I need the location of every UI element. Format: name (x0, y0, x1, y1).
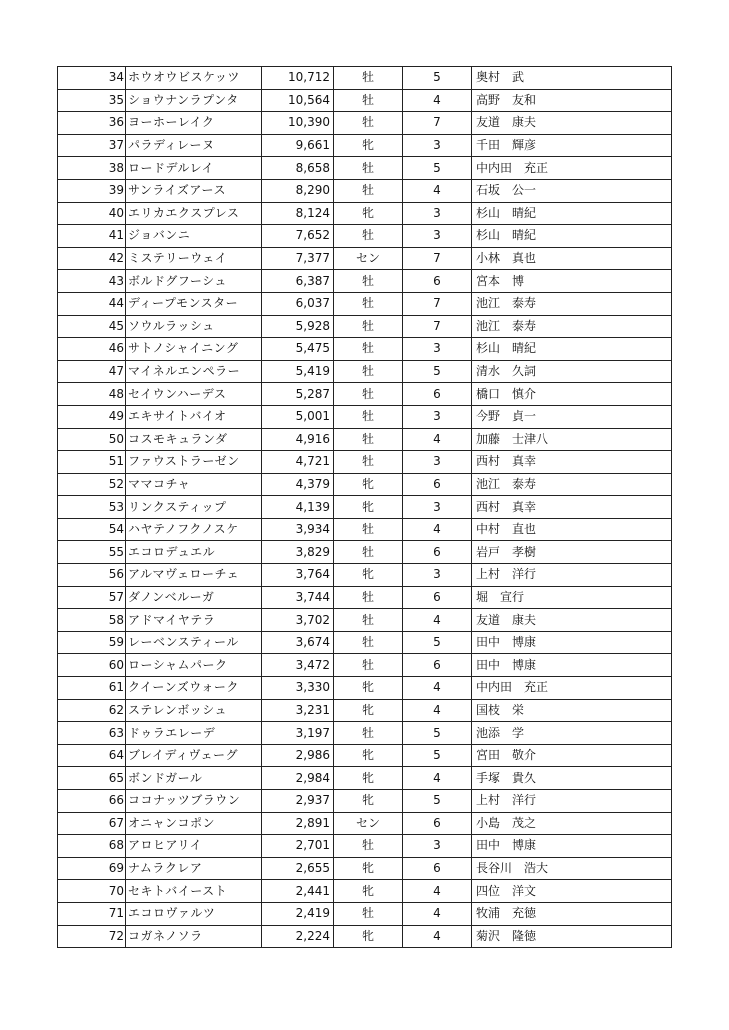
row-number: 44 (58, 292, 126, 315)
table-row (58, 812, 672, 835)
row-number: 57 (58, 586, 126, 609)
row-number: 61 (58, 677, 126, 700)
age-cell: 4 (403, 89, 472, 112)
table-row (58, 134, 672, 157)
age-cell: 5 (403, 744, 472, 767)
age-cell: 7 (403, 112, 472, 135)
table-row (58, 473, 672, 496)
sex-cell: 牡 (334, 586, 403, 609)
row-number: 43 (58, 270, 126, 293)
trainer-name: 杉山 晴紀 (472, 338, 672, 361)
earnings-value: 2,984 (262, 767, 334, 790)
row-number: 71 (58, 902, 126, 925)
age-cell: 5 (403, 631, 472, 654)
horse-name: アドマイヤテラ (126, 609, 262, 632)
age-cell: 4 (403, 609, 472, 632)
row-number: 68 (58, 835, 126, 858)
row-number: 70 (58, 880, 126, 903)
horse-name: ナムラクレア (126, 857, 262, 880)
earnings-value: 2,891 (262, 812, 334, 835)
trainer-name: 千田 輝彦 (472, 134, 672, 157)
horse-name: エコロデュエル (126, 541, 262, 564)
trainer-name: 中内田 充正 (472, 157, 672, 180)
age-cell: 7 (403, 247, 472, 270)
age-cell: 3 (403, 338, 472, 361)
age-cell: 7 (403, 315, 472, 338)
age-cell: 6 (403, 383, 472, 406)
age-cell: 7 (403, 292, 472, 315)
trainer-name: 四位 洋文 (472, 880, 672, 903)
row-number: 52 (58, 473, 126, 496)
age-cell: 5 (403, 157, 472, 180)
sex-cell: 牡 (334, 654, 403, 677)
trainer-name: 中村 直也 (472, 518, 672, 541)
trainer-name: 田中 博康 (472, 654, 672, 677)
trainer-name: 杉山 晴紀 (472, 202, 672, 225)
sex-cell: セン (334, 812, 403, 835)
row-number: 60 (58, 654, 126, 677)
sex-cell: 牡 (334, 518, 403, 541)
trainer-name: 宮田 敬介 (472, 744, 672, 767)
trainer-name: 国枝 栄 (472, 699, 672, 722)
sex-cell: 牡 (334, 902, 403, 925)
age-cell: 3 (403, 202, 472, 225)
trainer-name: 奥村 武 (472, 67, 672, 90)
trainer-name: 菊沢 隆徳 (472, 925, 672, 948)
horse-name: エキサイトバイオ (126, 405, 262, 428)
age-cell: 3 (403, 225, 472, 248)
trainer-name: 池江 泰寿 (472, 315, 672, 338)
age-cell: 6 (403, 654, 472, 677)
horse-name: サンライズアース (126, 179, 262, 202)
table-row (58, 292, 672, 315)
table-row (58, 564, 672, 587)
age-cell: 3 (403, 835, 472, 858)
horse-name: マイネルエンペラー (126, 360, 262, 383)
horse-name: ドゥラエレーデ (126, 722, 262, 745)
horse-name: ホウオウビスケッツ (126, 67, 262, 90)
age-cell: 6 (403, 812, 472, 835)
table-row (58, 790, 672, 813)
sex-cell: 牝 (334, 767, 403, 790)
trainer-name: 清水 久詞 (472, 360, 672, 383)
trainer-name: 高野 友和 (472, 89, 672, 112)
sex-cell: 牡 (334, 541, 403, 564)
sex-cell: 牝 (334, 857, 403, 880)
sex-cell: 牝 (334, 925, 403, 948)
horse-name: ココナッツブラウン (126, 790, 262, 813)
horse-name: ジョバンニ (126, 225, 262, 248)
row-number: 37 (58, 134, 126, 157)
earnings-value: 10,564 (262, 89, 334, 112)
row-number: 49 (58, 405, 126, 428)
table-row (58, 89, 672, 112)
row-number: 64 (58, 744, 126, 767)
age-cell: 3 (403, 451, 472, 474)
row-number: 39 (58, 179, 126, 202)
horse-name: セキトバイースト (126, 880, 262, 903)
trainer-name: 長谷川 浩大 (472, 857, 672, 880)
row-number: 54 (58, 518, 126, 541)
row-number: 41 (58, 225, 126, 248)
table-row (58, 541, 672, 564)
table-row (58, 179, 672, 202)
row-number: 46 (58, 338, 126, 361)
row-number: 36 (58, 112, 126, 135)
row-number: 53 (58, 496, 126, 519)
row-number: 65 (58, 767, 126, 790)
table-row (58, 360, 672, 383)
age-cell: 4 (403, 699, 472, 722)
earnings-value: 5,001 (262, 405, 334, 428)
table-row (58, 496, 672, 519)
age-cell: 4 (403, 902, 472, 925)
sex-cell: 牡 (334, 835, 403, 858)
horse-name: アルマヴェローチェ (126, 564, 262, 587)
horse-name: サトノシャイニング (126, 338, 262, 361)
sex-cell: 牡 (334, 270, 403, 293)
trainer-name: 加藤 士津八 (472, 428, 672, 451)
sex-cell: 牡 (334, 609, 403, 632)
sex-cell: 牝 (334, 564, 403, 587)
trainer-name: 牧浦 充徳 (472, 902, 672, 925)
age-cell: 5 (403, 360, 472, 383)
sex-cell: 牝 (334, 134, 403, 157)
trainer-name: 西村 真幸 (472, 451, 672, 474)
trainer-name: 宮本 博 (472, 270, 672, 293)
earnings-value: 2,986 (262, 744, 334, 767)
horse-name: リンクスティップ (126, 496, 262, 519)
horse-name: エコロヴァルツ (126, 902, 262, 925)
table-row (58, 677, 672, 700)
row-number: 72 (58, 925, 126, 948)
table-row (58, 67, 672, 90)
earnings-value: 4,916 (262, 428, 334, 451)
horse-name: ロードデルレイ (126, 157, 262, 180)
horse-name: ボルドグフーシュ (126, 270, 262, 293)
age-cell: 4 (403, 428, 472, 451)
horse-name: セイウンハーデス (126, 383, 262, 406)
row-number: 42 (58, 247, 126, 270)
horse-name: ソウルラッシュ (126, 315, 262, 338)
age-cell: 6 (403, 857, 472, 880)
age-cell: 6 (403, 270, 472, 293)
horse-name: ハヤテノフクノスケ (126, 518, 262, 541)
row-number: 55 (58, 541, 126, 564)
earnings-value: 3,744 (262, 586, 334, 609)
trainer-name: 手塚 貴久 (472, 767, 672, 790)
sex-cell: 牡 (334, 315, 403, 338)
earnings-value: 7,377 (262, 247, 334, 270)
row-number: 47 (58, 360, 126, 383)
age-cell: 6 (403, 473, 472, 496)
sex-cell: 牝 (334, 496, 403, 519)
age-cell: 3 (403, 134, 472, 157)
earnings-value: 9,661 (262, 134, 334, 157)
horse-name: ディープモンスター (126, 292, 262, 315)
earnings-value: 3,764 (262, 564, 334, 587)
horse-name: パラディレーヌ (126, 134, 262, 157)
trainer-name: 小林 真也 (472, 247, 672, 270)
sex-cell: 牡 (334, 89, 403, 112)
sex-cell: 牡 (334, 360, 403, 383)
earnings-value: 4,721 (262, 451, 334, 474)
table-row (58, 857, 672, 880)
earnings-value: 8,290 (262, 179, 334, 202)
trainer-name: 友道 康夫 (472, 609, 672, 632)
table-row (58, 405, 672, 428)
trainer-name: 上村 洋行 (472, 564, 672, 587)
sex-cell: 牡 (334, 631, 403, 654)
horse-name: ダノンベルーガ (126, 586, 262, 609)
row-number: 50 (58, 428, 126, 451)
horse-name: ステレンボッシュ (126, 699, 262, 722)
earnings-value: 2,419 (262, 902, 334, 925)
row-number: 56 (58, 564, 126, 587)
earnings-value: 3,829 (262, 541, 334, 564)
sex-cell: 牝 (334, 790, 403, 813)
table-row (58, 609, 672, 632)
table-row (58, 586, 672, 609)
horse-name: ミステリーウェイ (126, 247, 262, 270)
table-row (58, 880, 672, 903)
row-number: 45 (58, 315, 126, 338)
age-cell: 3 (403, 564, 472, 587)
trainer-name: 岩戸 孝樹 (472, 541, 672, 564)
earnings-value: 3,674 (262, 631, 334, 654)
earnings-value: 10,712 (262, 67, 334, 90)
age-cell: 5 (403, 790, 472, 813)
table-row (58, 112, 672, 135)
horse-name: アロヒアリイ (126, 835, 262, 858)
trainer-name: 石坂 公一 (472, 179, 672, 202)
earnings-value: 3,702 (262, 609, 334, 632)
horse-name: ショウナンラプンタ (126, 89, 262, 112)
horse-name: レーベンスティール (126, 631, 262, 654)
row-number: 66 (58, 790, 126, 813)
table-row (58, 654, 672, 677)
sex-cell: 牡 (334, 225, 403, 248)
sex-cell: 牝 (334, 202, 403, 225)
sex-cell: 牝 (334, 880, 403, 903)
horse-name: コガネノソラ (126, 925, 262, 948)
table-row (58, 338, 672, 361)
row-number: 48 (58, 383, 126, 406)
trainer-name: 中内田 充正 (472, 677, 672, 700)
table-row (58, 744, 672, 767)
row-number: 59 (58, 631, 126, 654)
horse-name: ローシャムパーク (126, 654, 262, 677)
earnings-value: 3,231 (262, 699, 334, 722)
table-row (58, 270, 672, 293)
horse-name: オニャンコポン (126, 812, 262, 835)
table-row (58, 631, 672, 654)
sex-cell: 牡 (334, 451, 403, 474)
table-row (58, 428, 672, 451)
table-row (58, 518, 672, 541)
row-number: 38 (58, 157, 126, 180)
table-row (58, 225, 672, 248)
trainer-name: 田中 博康 (472, 631, 672, 654)
table-row (58, 767, 672, 790)
age-cell: 4 (403, 677, 472, 700)
table-row (58, 722, 672, 745)
table-row (58, 835, 672, 858)
trainer-name: 杉山 晴紀 (472, 225, 672, 248)
trainer-name: 池添 学 (472, 722, 672, 745)
earnings-value: 2,701 (262, 835, 334, 858)
sex-cell: 牝 (334, 677, 403, 700)
age-cell: 3 (403, 496, 472, 519)
age-cell: 4 (403, 518, 472, 541)
horse-name: クイーンズウォーク (126, 677, 262, 700)
earnings-value: 3,472 (262, 654, 334, 677)
trainer-name: 上村 洋行 (472, 790, 672, 813)
trainer-name: 橋口 慎介 (472, 383, 672, 406)
earnings-value: 8,124 (262, 202, 334, 225)
table-row (58, 315, 672, 338)
sex-cell: 牡 (334, 722, 403, 745)
table-row (58, 202, 672, 225)
sex-cell: 牡 (334, 428, 403, 451)
horse-name: ヨーホーレイク (126, 112, 262, 135)
row-number: 67 (58, 812, 126, 835)
age-cell: 6 (403, 586, 472, 609)
age-cell: 4 (403, 925, 472, 948)
earnings-value: 7,652 (262, 225, 334, 248)
table-row (58, 902, 672, 925)
age-cell: 3 (403, 405, 472, 428)
horse-name: コスモキュランダ (126, 428, 262, 451)
ranking-table-body (58, 67, 672, 948)
row-number: 58 (58, 609, 126, 632)
age-cell: 5 (403, 722, 472, 745)
ranking-table (57, 66, 672, 948)
row-number: 62 (58, 699, 126, 722)
horse-name: ママコチャ (126, 473, 262, 496)
table-row (58, 383, 672, 406)
sex-cell: セン (334, 247, 403, 270)
earnings-value: 2,441 (262, 880, 334, 903)
sex-cell: 牡 (334, 179, 403, 202)
sex-cell: 牝 (334, 699, 403, 722)
earnings-value: 5,419 (262, 360, 334, 383)
row-number: 35 (58, 89, 126, 112)
earnings-value: 6,387 (262, 270, 334, 293)
earnings-value: 8,658 (262, 157, 334, 180)
earnings-value: 4,139 (262, 496, 334, 519)
table-row (58, 925, 672, 948)
table-row (58, 247, 672, 270)
row-number: 63 (58, 722, 126, 745)
earnings-value: 3,330 (262, 677, 334, 700)
sex-cell: 牡 (334, 157, 403, 180)
sex-cell: 牝 (334, 473, 403, 496)
horse-name: ファウストラーゼン (126, 451, 262, 474)
sex-cell: 牡 (334, 405, 403, 428)
row-number: 40 (58, 202, 126, 225)
earnings-value: 5,928 (262, 315, 334, 338)
trainer-name: 池江 泰寿 (472, 292, 672, 315)
table-row (58, 699, 672, 722)
sex-cell: 牡 (334, 112, 403, 135)
earnings-value: 2,937 (262, 790, 334, 813)
horse-name: ボンドガール (126, 767, 262, 790)
trainer-name: 友道 康夫 (472, 112, 672, 135)
row-number: 34 (58, 67, 126, 90)
sex-cell: 牝 (334, 744, 403, 767)
table-row (58, 451, 672, 474)
trainer-name: 西村 真幸 (472, 496, 672, 519)
trainer-name: 今野 貞一 (472, 405, 672, 428)
sex-cell: 牡 (334, 338, 403, 361)
earnings-value: 4,379 (262, 473, 334, 496)
trainer-name: 池江 泰寿 (472, 473, 672, 496)
trainer-name: 堀 宣行 (472, 586, 672, 609)
sex-cell: 牡 (334, 292, 403, 315)
age-cell: 4 (403, 179, 472, 202)
earnings-value: 3,934 (262, 518, 334, 541)
horse-name: ブレイディヴェーグ (126, 744, 262, 767)
table-row (58, 157, 672, 180)
trainer-name: 小島 茂之 (472, 812, 672, 835)
earnings-value: 3,197 (262, 722, 334, 745)
age-cell: 4 (403, 767, 472, 790)
age-cell: 4 (403, 880, 472, 903)
earnings-value: 2,224 (262, 925, 334, 948)
earnings-value: 5,287 (262, 383, 334, 406)
sex-cell: 牡 (334, 383, 403, 406)
row-number: 51 (58, 451, 126, 474)
horse-name: エリカエクスプレス (126, 202, 262, 225)
earnings-value: 6,037 (262, 292, 334, 315)
row-number: 69 (58, 857, 126, 880)
sex-cell: 牡 (334, 67, 403, 90)
earnings-value: 10,390 (262, 112, 334, 135)
age-cell: 5 (403, 67, 472, 90)
trainer-name: 田中 博康 (472, 835, 672, 858)
age-cell: 6 (403, 541, 472, 564)
earnings-value: 5,475 (262, 338, 334, 361)
earnings-value: 2,655 (262, 857, 334, 880)
